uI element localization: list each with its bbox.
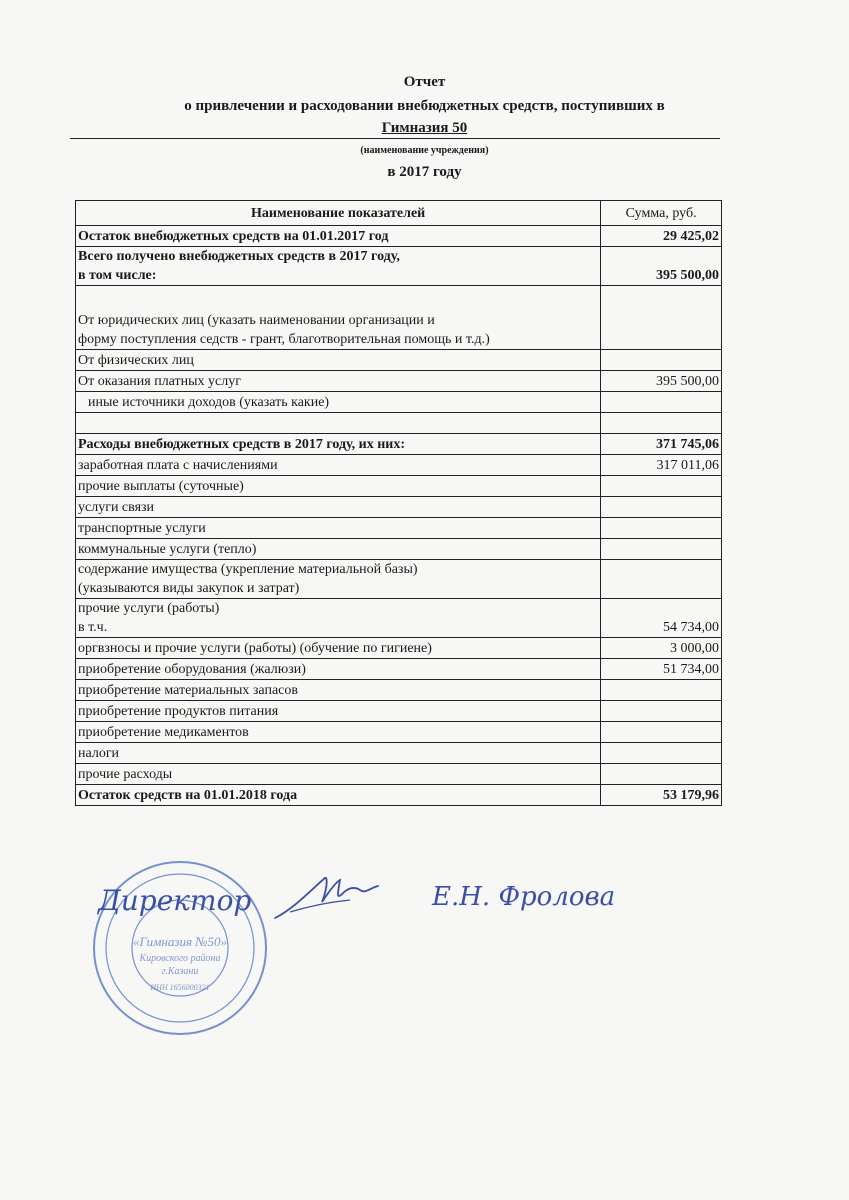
row-amount: [601, 392, 722, 413]
row-amount: [601, 518, 722, 539]
row-name: приобретение материальных запасов: [76, 680, 601, 701]
row-amount: [601, 286, 722, 350]
row-name: Остаток внебюджетных средств на 01.01.2017 год: [76, 226, 601, 247]
row-name: [76, 247, 601, 286]
row-name-line-2: форму поступления седств - грант, благотворительная помощь и т.д.): [78, 332, 490, 347]
row-name: транспортные услуги: [76, 518, 601, 539]
row-amount: 3 000,00: [601, 638, 722, 659]
table-row: [76, 560, 722, 599]
row-amount: [601, 497, 722, 518]
table-row: [76, 371, 722, 392]
row-amount: 395 500,00: [601, 247, 722, 286]
row-name-line-1: От юридических лиц (указать наименовании организации и: [78, 313, 435, 328]
column-header-name: Наименование показателей: [76, 201, 601, 226]
row-amount: [601, 743, 722, 764]
table-row: [76, 226, 722, 247]
table-header-row: [76, 201, 722, 226]
organization-name: Гимназия 50: [381, 120, 468, 136]
row-amount: 51 734,00: [601, 659, 722, 680]
row-name-line-2: в том числе:: [78, 268, 157, 283]
row-amount: [601, 722, 722, 743]
table-row: [76, 659, 722, 680]
table-row: [76, 434, 722, 455]
report-period: в 2017 году: [387, 164, 462, 180]
report-subtitle: о привлечении и расходовании внебюджетных средств, поступивших в: [184, 98, 665, 114]
row-name: приобретение медикаментов: [76, 722, 601, 743]
row-amount: [601, 680, 722, 701]
row-name: услуги связи: [76, 497, 601, 518]
row-name: От оказания платных услуг: [76, 371, 601, 392]
row-name: От физических лиц: [76, 350, 601, 371]
row-name: [76, 413, 601, 434]
row-amount: [601, 560, 722, 599]
row-name-line-1: Всего получено внебюджетных средств в 2017 году,: [78, 249, 400, 264]
stamp-handwritten-title: Директор: [98, 884, 252, 917]
row-amount: [601, 701, 722, 722]
row-name-line-1: прочие услуги (работы): [78, 601, 220, 616]
report-table: [75, 200, 722, 806]
row-amount: [601, 764, 722, 785]
stamp-line: «Гимназия №50»: [132, 934, 228, 949]
row-amount: [601, 476, 722, 497]
row-name: заработная плата с начислениями: [76, 455, 601, 476]
row-amount: 54 734,00: [601, 599, 722, 638]
row-name: приобретение продуктов питания: [76, 701, 601, 722]
row-name: прочие расходы: [76, 764, 601, 785]
row-name: [76, 599, 601, 638]
table-row: [76, 518, 722, 539]
row-name-line-1: содержание имущества (укрепление материальной базы): [78, 562, 418, 577]
row-amount: 29 425,02: [601, 226, 722, 247]
stamp-line: Кировского района: [139, 953, 221, 964]
row-amount: [601, 539, 722, 560]
table-row: [76, 286, 722, 350]
row-amount: 395 500,00: [601, 371, 722, 392]
organization-underline: [70, 138, 720, 139]
row-name: Расходы внебюджетных средств в 2017 году, их них:: [76, 434, 601, 455]
stamp-line: г.Казани: [161, 966, 199, 977]
organization-caption: (наименование учреждения): [360, 145, 489, 156]
row-name: приобретение оборудования (жалюзи): [76, 659, 601, 680]
table-row: [76, 413, 722, 434]
report-title: Отчет: [403, 74, 446, 90]
table-row: [76, 764, 722, 785]
row-amount: [601, 350, 722, 371]
table-row: [76, 638, 722, 659]
row-name: налоги: [76, 743, 601, 764]
table-row: [76, 680, 722, 701]
stamp-line: ИНН 1656000321: [150, 983, 210, 992]
official-stamp: [90, 858, 270, 1038]
column-header-amount: Сумма, руб.: [601, 201, 722, 226]
table-row: [76, 392, 722, 413]
row-name-line-2: (указываются виды закупок и затрат): [78, 581, 300, 596]
row-amount: 317 011,06: [601, 455, 722, 476]
table-row: [76, 599, 722, 638]
table-row: [76, 539, 722, 560]
table-row: [76, 743, 722, 764]
row-amount: 371 745,06: [601, 434, 722, 455]
table-row: [76, 247, 722, 286]
row-name: оргвзносы и прочие услуги (работы) (обучение по гигиене): [76, 638, 601, 659]
table-row: [76, 497, 722, 518]
table-row: [76, 476, 722, 497]
row-name: [76, 560, 601, 599]
row-name: иные источники доходов (указать какие): [76, 392, 601, 413]
handwritten-signature: [270, 868, 390, 928]
row-amount: [601, 413, 722, 434]
table-row: [76, 722, 722, 743]
row-name-line-2: в т.ч.: [78, 620, 108, 635]
signer-name: Е.Н. Фролова: [432, 882, 616, 912]
table-row: [76, 350, 722, 371]
row-name: [76, 286, 601, 350]
row-name: прочие выплаты (суточные): [76, 476, 601, 497]
table-row: [76, 785, 722, 806]
row-name: Остаток средств на 01.01.2018 года: [76, 785, 601, 806]
row-name: коммунальные услуги (тепло): [76, 539, 601, 560]
row-amount: 53 179,96: [601, 785, 722, 806]
table-row: [76, 701, 722, 722]
table-row: [76, 455, 722, 476]
